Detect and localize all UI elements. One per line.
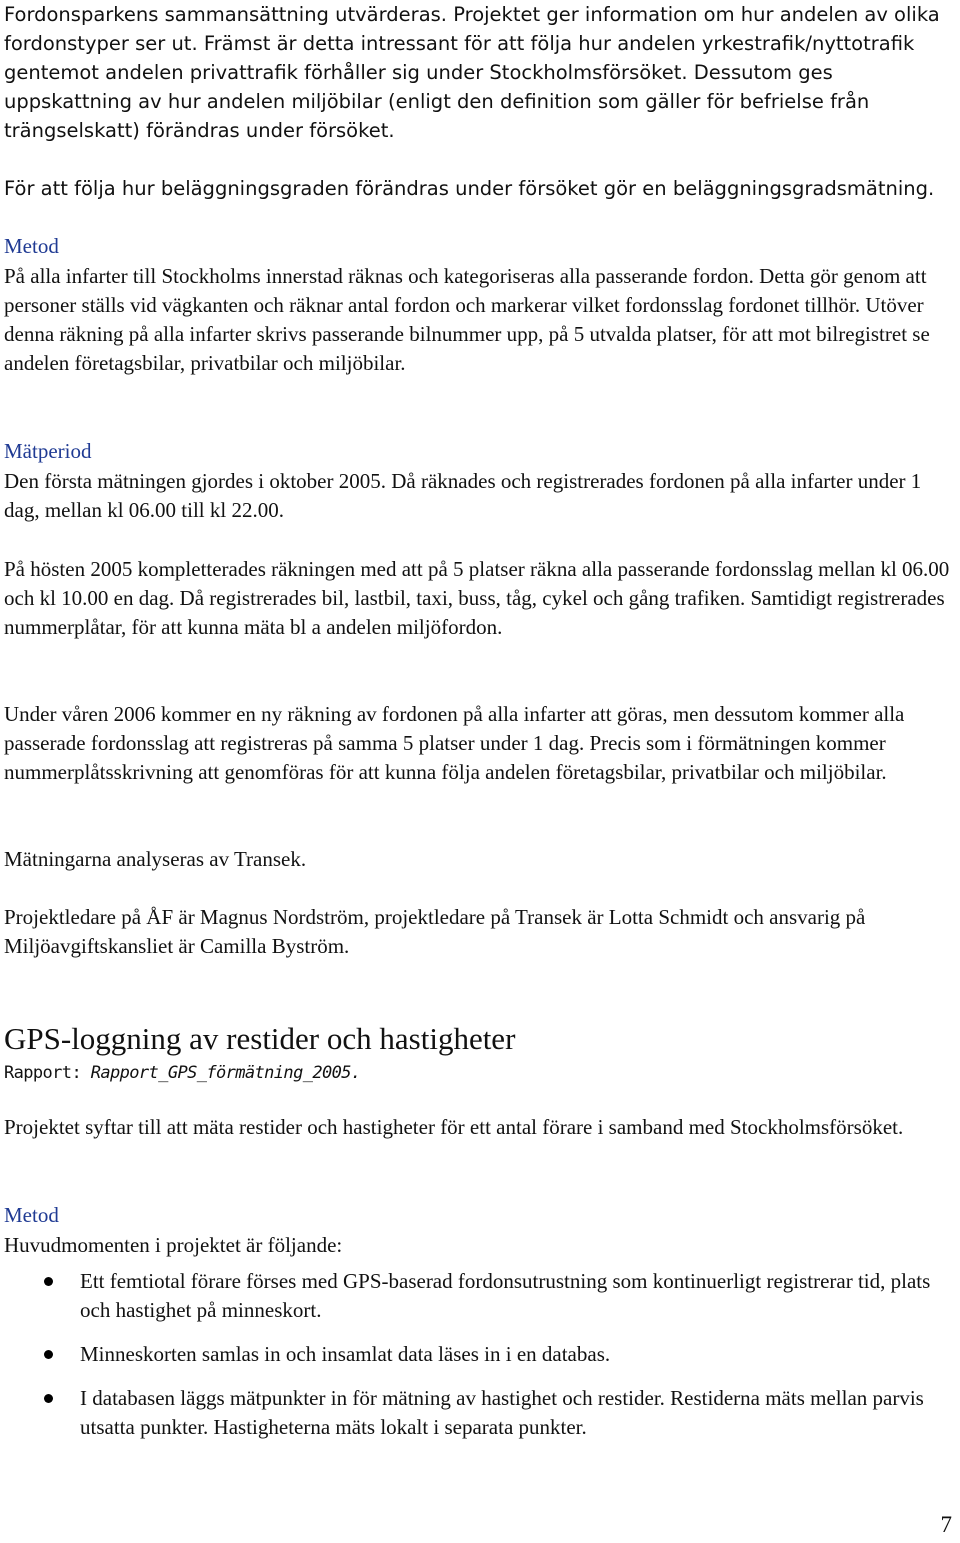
matperiod-paragraph-2: På hösten 2005 kompletterades räkningen med att på 5 platser räkna alla passerande fordonsslag mellan kl 06.00 och kl 10.00 en dag. Då registrerades bil, lastbil, taxi, buss, tåg, cykel och gång trafiken. Samtidigt registrerades nummerplåtar, för att kunna mäta bl a andelen miljöfordon. — [4, 557, 950, 639]
matperiod-paragraph-3: Under våren 2006 kommer en ny räkning av fordonen på alla infarter att göras, men dessutom kommer alla passerade fordonsslag att registreras på samma 5 platser under 1 dag. Precis som i förmätningen kommer nummerplåtsskrivning att genomföras för att kunna följa andelen företagsbilar, privatbilar och miljöbilar. — [4, 702, 905, 784]
bullet-icon — [44, 1394, 53, 1403]
metod-paragraph: På alla infarter till Stockholms innerstad räknas och kategoriseras alla passerande fordon. Detta gör genom att personer ställs vid vägkanten och räknar antal fordon och markerar vilket fordonsslag fordonet tillhör. Utöver denna räkning på alla infarter skrivs passerande bilnummer upp, på 5 utvalda platser, för att mot bilregistret se andelen företagsbilar, privatbilar och miljöbilar. — [4, 264, 930, 375]
gps-section-title: GPS-loggning av restider och hastigheter — [4, 1021, 516, 1056]
report-filename: Rapport_GPS_förmätning_2005. — [90, 1063, 361, 1083]
bullet-icon — [44, 1350, 53, 1359]
gps-metod-intro: Huvudmomenten i projektet är följande: — [4, 1233, 343, 1257]
gps-metod-heading: Metod — [4, 1203, 59, 1227]
bullet-text: I databasen läggs mätpunkter in för mätning av hastighet och restider. Restiderna mäts mellan parvis utsatta punkter. Hastigheterna mäts lokalt i separata punkter. — [80, 1386, 924, 1439]
matperiod-heading: Mätperiod — [4, 439, 92, 463]
bullet-icon — [44, 1277, 53, 1286]
page-number: 7 — [940, 1512, 952, 1537]
bullet-text: Ett femtiotal förare förses med GPS-baserad fordonsutrustning som kontinuerligt registrerar tid, plats och hastighet på minneskort. — [80, 1269, 931, 1322]
belaggning-paragraph: För att följa hur beläggningsgraden förändras under försöket gör en beläggningsgradsmätning. — [4, 177, 935, 200]
report-label: Rapport: — [4, 1063, 82, 1083]
report-reference — [4, 1062, 361, 1084]
matperiod-paragraph-5: Projektledare på ÅF är Magnus Nordström, projektledare på Transek är Lotta Schmidt och ansvarig på Miljöavgiftskansliet är Camilla Byström. — [4, 905, 866, 958]
matperiod-paragraph-4: Mätningarna analyseras av Transek. — [4, 847, 307, 871]
metod-heading: Metod — [4, 234, 59, 258]
intro-paragraph: Fordonsparkens sammansättning utvärderas. Projektet ger information om hur andelen av olika fordonstyper ser ut. Främst är detta intressant för att följa hur andelen yrkestrafik/nyttotrafik gentemot andelen privattrafik förhåller sig under Stockholmsförsöket. Dessutom ges uppskattning av hur andelen miljöbilar (enligt den definition som gäller för befrielse från trängselskatt) förändras under försöket. — [4, 3, 940, 142]
matperiod-paragraph-1: Den första mätningen gjordes i oktober 2005. Då räknades och registrerades fordonen på alla infarter under 1 dag, mellan kl 06.00 till kl 22.00. — [4, 469, 922, 522]
gps-purpose-paragraph: Projektet syftar till att mäta restider och hastigheter för ett antal förare i samband med Stockholmsförsöket. — [4, 1115, 904, 1139]
bullet-text: Minneskorten samlas in och insamlat data läses in i en databas. — [80, 1342, 611, 1366]
